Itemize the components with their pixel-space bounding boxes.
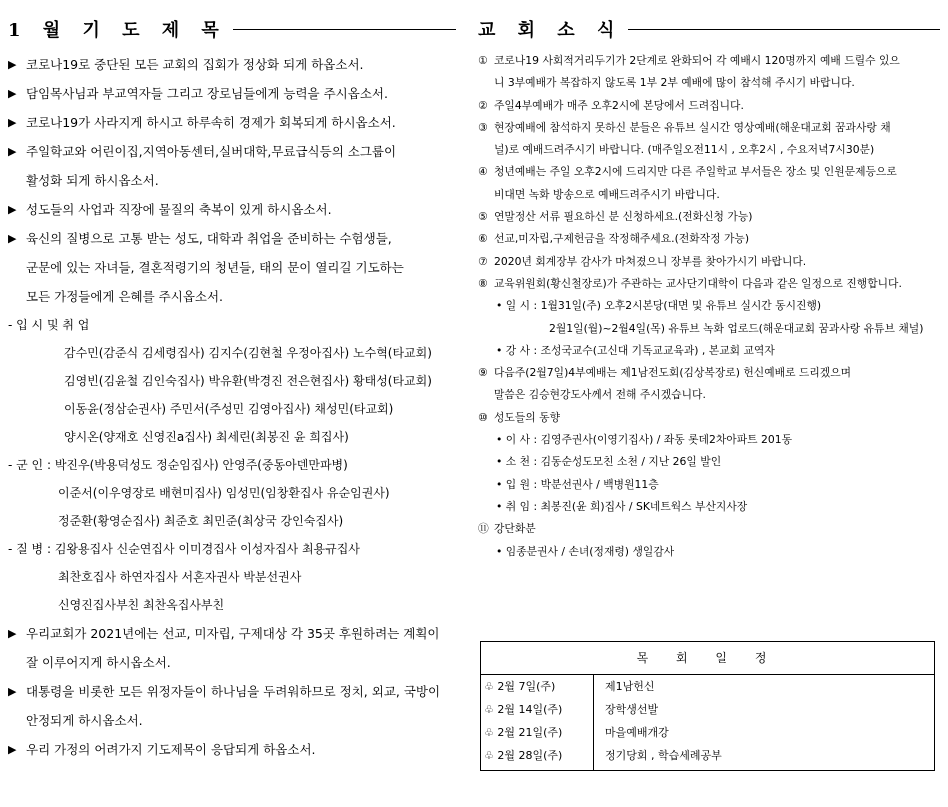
news-line: 청년예배는 주일 오후2시에 드리지만 다른 주일학교 부서들은 장소 및 인원문제등으로 xyxy=(494,165,897,179)
prayer-item xyxy=(8,108,456,137)
prayer-line: 잘 이루어지게 하시옵소서. xyxy=(26,655,171,670)
news-line: 교육위원회(황신철장로)가 주관하는 교사단기대학이 다음과 같은 일정으로 진행합니다. xyxy=(494,276,902,290)
military-names: 이준서(이우영장로 배현미집사) 임성민(임창환집사 유순임권사) xyxy=(58,486,390,500)
circled-number: ⑤ xyxy=(478,210,488,224)
news-line: 다음주(2월7일)4부예배는 제1남전도회(김상복장로) 헌신예배로 드리겠으며 xyxy=(494,366,852,380)
news-section xyxy=(478,0,940,563)
circled-number: ④ xyxy=(478,165,488,179)
pastoral-schedule-box xyxy=(480,641,935,771)
news-item xyxy=(478,161,940,206)
prayer-line: 대통령을 비롯한 모든 위정자들이 하나님을 두려워하므로 정치, 외교, 국방이 xyxy=(26,684,441,699)
prayer-header xyxy=(8,14,456,44)
circled-number: ⑥ xyxy=(478,232,488,246)
prayer-line: 우리 가정의 어려가지 기도제목이 응답되게 하옵소서. xyxy=(26,742,316,757)
bullet-arrow-icon: ▶ xyxy=(8,203,17,216)
prayer-line: 담임목사님과 부교역자들 그리고 장로님들에게 능력을 주시옵소서. xyxy=(26,86,388,101)
schedule-event: 제1남헌신 xyxy=(605,680,655,693)
circled-number: ⑧ xyxy=(478,276,488,290)
movement-line: • 소 천 : 김동순성도모친 소천 / 지난 26일 발인 xyxy=(496,455,722,469)
news-line: 주일4부예배가 매주 오후2시에 본당에서 드려집니다. xyxy=(494,98,744,112)
prayer-item xyxy=(8,224,456,311)
admission-names: 양시온(양재호 신영진a집사) 최세린(최봉진 윤 희집사) xyxy=(64,430,349,444)
schedule-event: 장학생선발 xyxy=(605,703,659,716)
news-line: 코로나19 사회적거리두기가 2단계로 완화되어 각 예배시 120명까지 예배 드릴수 있으 xyxy=(494,54,900,67)
prayer-name-lists xyxy=(8,311,456,619)
prayer-line: 주일학교와 어린이집,지역아동센터,실버대학,무료급식등의 소그룹이 xyxy=(26,144,397,159)
illness-label: - 질 병 : xyxy=(8,542,52,556)
news-item xyxy=(478,518,940,540)
admission-names: 감수민(감준식 김세령집사) 김지수(김현철 우정아집사) 노수혁(타교회) xyxy=(64,346,432,360)
prayer-title: 1 월 기 도 제 목 xyxy=(8,20,227,41)
schedule-row xyxy=(481,675,934,698)
prayer-item xyxy=(8,50,456,79)
prayer-line: 성도들의 사업과 직장에 물질의 축복이 있게 하시옵소서. xyxy=(26,202,332,217)
news-line: 선교,미자립,구제헌금을 작정해주세요.(전화작정 가능) xyxy=(494,232,750,246)
news-line: 니 3부예배가 복잡하지 않도록 1부 2부 예배에 많이 참석해 주시기 바랍니다. xyxy=(494,76,855,90)
news-item xyxy=(478,273,940,295)
news-item xyxy=(478,228,940,250)
circled-number: ⑩ xyxy=(478,410,488,424)
schedule-rows xyxy=(481,675,934,767)
prayer-item xyxy=(8,735,456,764)
admission-label: - 입 시 및 취 업 xyxy=(8,318,90,332)
circled-number: ① xyxy=(478,54,488,67)
bullet-arrow-icon: ▶ xyxy=(8,58,17,71)
news-line: 연말정산 서류 필요하신 분 신청하세요.(전화신청 가능) xyxy=(494,210,753,224)
circled-number: ⑪ xyxy=(478,522,489,536)
bullet-arrow-icon: ▶ xyxy=(8,743,17,756)
prayer-item xyxy=(8,619,456,677)
news-title: 교 회 소 식 xyxy=(478,20,623,41)
illness-row xyxy=(8,535,456,563)
schedule-divider xyxy=(593,675,594,771)
prayer-list xyxy=(8,50,456,764)
schedule-date: ♧ 2월 7일(주) xyxy=(484,680,556,693)
military-label: - 군 인 : xyxy=(8,458,52,472)
admission-names: 김영빈(김윤철 김인숙집사) 박유환(박경진 전은현집사) 황태성(타교회) xyxy=(64,374,432,388)
prayer-line: 군문에 있는 자녀들, 결혼적령기의 청년들, 태의 문이 열리길 기도하는 xyxy=(26,260,404,275)
schedule-event: 마을예배개강 xyxy=(605,726,669,739)
circled-number: ⑨ xyxy=(478,366,488,380)
military-names: 정준환(황영순집사) 최준호 최민준(최상국 강인숙집사) xyxy=(58,514,344,528)
prayer-item xyxy=(8,677,456,735)
illness-names: 신영진집사부친 최찬옥집사부친 xyxy=(58,598,225,612)
movement-line: • 입 원 : 박분선권사 / 백병원11층 xyxy=(496,477,659,491)
circled-number: ② xyxy=(478,98,488,112)
movements-label: 성도들의 동향 xyxy=(494,410,561,424)
news-line: 현장예배에 참석하지 못하신 분들은 유튜브 실시간 영상예배(해운대교회 꿈과사랑 채 xyxy=(494,120,891,134)
news-list xyxy=(478,50,940,563)
bullet-arrow-icon: ▶ xyxy=(8,685,17,698)
prayer-line: 활성화 되게 하시옵소서. xyxy=(26,173,159,188)
movement-line: • 취 임 : 최봉진(윤 희)집사 / SK네트웍스 부산지사장 xyxy=(496,499,748,513)
flowers-label: 강단화분 xyxy=(494,522,536,536)
news-line: 널)로 예배드려주시기 바랍니다. (매주일오전11시 , 오후2시 , 수요저녁7시30분) xyxy=(494,143,875,157)
prayer-line: 안정되게 하시옵소서. xyxy=(26,713,143,728)
circled-number: ③ xyxy=(478,120,488,134)
bullet-arrow-icon: ▶ xyxy=(8,116,17,129)
title-rule xyxy=(233,29,456,30)
news-item xyxy=(478,117,940,162)
news-header xyxy=(478,14,940,44)
schedule-row xyxy=(481,744,934,767)
illness-names: 최찬호집사 하연자집사 서혼자권사 박분선권사 xyxy=(58,570,302,584)
prayer-item xyxy=(8,79,456,108)
prayer-item xyxy=(8,137,456,195)
bullet-arrow-icon: ▶ xyxy=(8,627,17,640)
news-line: 비대면 녹화 방송으로 예배드려주시기 바랍니다. xyxy=(494,187,720,201)
news-item xyxy=(478,206,940,228)
schedule-row xyxy=(481,698,934,721)
circled-number: ⑦ xyxy=(478,254,488,268)
movement-line: • 이 사 : 김영주권사(이영기집사) / 좌동 롯데2차아파트 201동 xyxy=(496,433,793,447)
news-item xyxy=(478,251,940,273)
flowers-line: • 임종분권사 / 손녀(정재령) 생일감사 xyxy=(496,544,675,558)
news-item xyxy=(478,407,940,429)
edu-date-2: 2월1일(월)~2월4일(목) 유튜브 녹화 업로드(해운대교회 꿈과사랑 유튜브 채널) xyxy=(549,321,924,335)
schedule-date: ♧ 2월 21일(주) xyxy=(484,726,563,739)
bullet-arrow-icon: ▶ xyxy=(8,145,17,158)
news-item xyxy=(478,95,940,117)
military-row xyxy=(8,451,456,479)
edu-date: • 일 시 : 1월31일(주) 오후2시본당(대면 및 유튜브 실시간 동시진행) xyxy=(496,299,822,313)
military-names: 박진우(박용덕성도 정순임집사) 안영주(중동아덴만파병) xyxy=(54,458,348,472)
title-rule xyxy=(628,29,940,30)
schedule-event: 정기당회 , 학습세례공부 xyxy=(605,749,722,762)
prayer-line: 코로나19가 사라지게 하시고 하루속히 경제가 회복되게 하시옵소서. xyxy=(26,115,396,130)
edu-lecturer: • 강 사 : 조성국교수(고신대 기독교교육과) , 본교회 교역자 xyxy=(496,343,775,357)
prayer-line: 우리교회가 2021년에는 선교, 미자립, 구제대상 각 35곳 후원하려는 계획이 xyxy=(26,626,440,641)
schedule-row xyxy=(481,721,934,744)
prayer-line: 모든 가정들에게 은혜를 주시옵소서. xyxy=(26,289,224,304)
prayer-line: 육신의 질병으로 고통 받는 성도, 대학과 취업을 준비하는 수험생들, xyxy=(26,231,392,246)
schedule-date: ♧ 2월 14일(주) xyxy=(484,703,563,716)
schedule-title: 목 회 일 정 xyxy=(481,642,934,675)
prayer-line: 코로나19로 중단된 모든 교회의 집회가 정상화 되게 하옵소서. xyxy=(26,57,364,72)
bullet-arrow-icon: ▶ xyxy=(8,232,17,245)
illness-names: 김왕용집사 신순연집사 이미경집사 이성자집사 최용규집사 xyxy=(54,542,360,556)
admission-names: 이동윤(정삼순권사) 주민서(주성민 김영아집사) 채성민(타교회) xyxy=(64,402,394,416)
news-item xyxy=(478,50,940,95)
news-item xyxy=(478,362,940,407)
news-line: 2020년 회계장부 감사가 마쳐졌으니 장부를 찾아가시기 바랍니다. xyxy=(494,254,807,268)
news-line: 말씀은 김승현강도사께서 전해 주시겠습니다. xyxy=(494,388,706,402)
prayer-item xyxy=(8,195,456,224)
bullet-arrow-icon: ▶ xyxy=(8,87,17,100)
prayer-section xyxy=(8,0,456,764)
schedule-date: ♧ 2월 28일(주) xyxy=(484,749,563,762)
